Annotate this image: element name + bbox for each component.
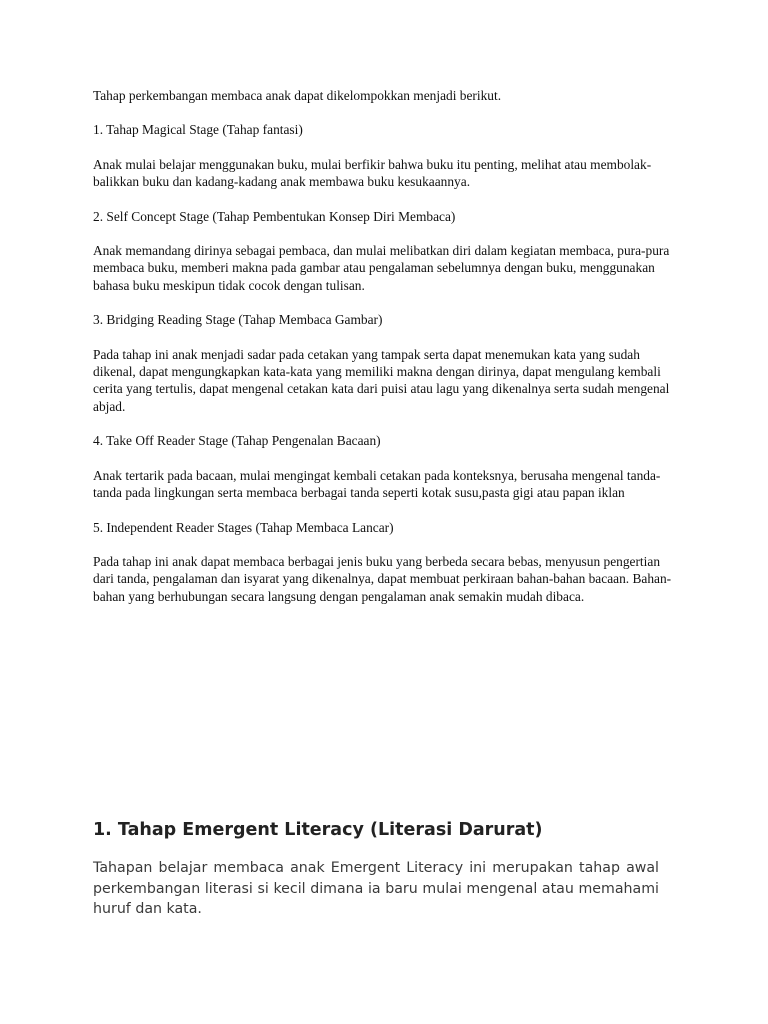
stage-5-body: Pada tahap ini anak dapat membaca berbagai jenis buku yang berbeda secara bebas, menyusun pengertian dari tanda, pengalaman dan isyarat yang dikenalnya, dapat membuat perkiraan bahan-bahan bacaan. Bahan-bahan yang berhubungan secara langsung dengan pengalaman anak semakin mudah dibaca. [93,553,672,604]
stage-4-heading: 4. Take Off Reader Stage (Tahap Pengenalan Bacaan) [93,433,381,449]
stage-1-body: Anak mulai belajar menggunakan buku, mulai berfikir bahwa buku itu penting, melihat atau membolak-balikkan buku dan kadang-kadang anak membawa buku kesukaannya. [93,156,652,190]
section-body: Tahapan belajar membaca anak Emergent Literacy ini merupakan tahap awal perkembangan literasi si kecil dimana ia baru mulai mengenal atau memahami huruf dan kata. [93,860,659,917]
stage-3-body: Pada tahap ini anak menjadi sadar pada cetakan yang tampak serta dapat menemukan kata yang sudah dikenal, dapat mengungkapkan kata-kata yang memiliki makna dengan dirinya, dapat mengulang kembali cerita yang tertulis, dapat mengenal cetakan kata dari puisi atau lagu yang dikenalnya serta sudah mengenal abjad. [93,346,670,414]
section-heading: 1. Tahap Emergent Literacy (Literasi Darurat) [93,820,543,840]
stage-5-heading: 5. Independent Reader Stages (Tahap Membaca Lancar) [93,519,394,535]
intro-paragraph: Tahap perkembangan membaca anak dapat dikelompokkan menjadi berikut. [93,88,502,103]
emergent-literacy-section [93,816,659,920]
stage-3-heading: 3. Bridging Reading Stage (Tahap Membaca Gambar) [93,312,383,328]
stage-2-body: Anak memandang dirinya sebagai pembaca, dan mulai melibatkan diri dalam kegiatan membaca, pura-pura membaca buku, memberi makna pada gambar atau pengalaman sebelumnya dengan buku, menggunakan bahasa buku meskipun tidak cocok dengan tulisan. [93,243,670,293]
reading-stages-text [93,87,678,622]
stage-1-heading: 1. Tahap Magical Stage (Tahap fantasi) [93,122,303,138]
stage-2-heading: 2. Self Concept Stage (Tahap Pembentukan Konsep Diri Membaca) [93,208,456,224]
stage-4-body: Anak tertarik pada bacaan, mulai mengingat kembali cetakan pada konteksnya, berusaha mengenal tanda-tanda pada lingkungan serta membaca berbagai tanda seperti kotak susu,pasta gigi atau papan iklan [93,467,661,501]
